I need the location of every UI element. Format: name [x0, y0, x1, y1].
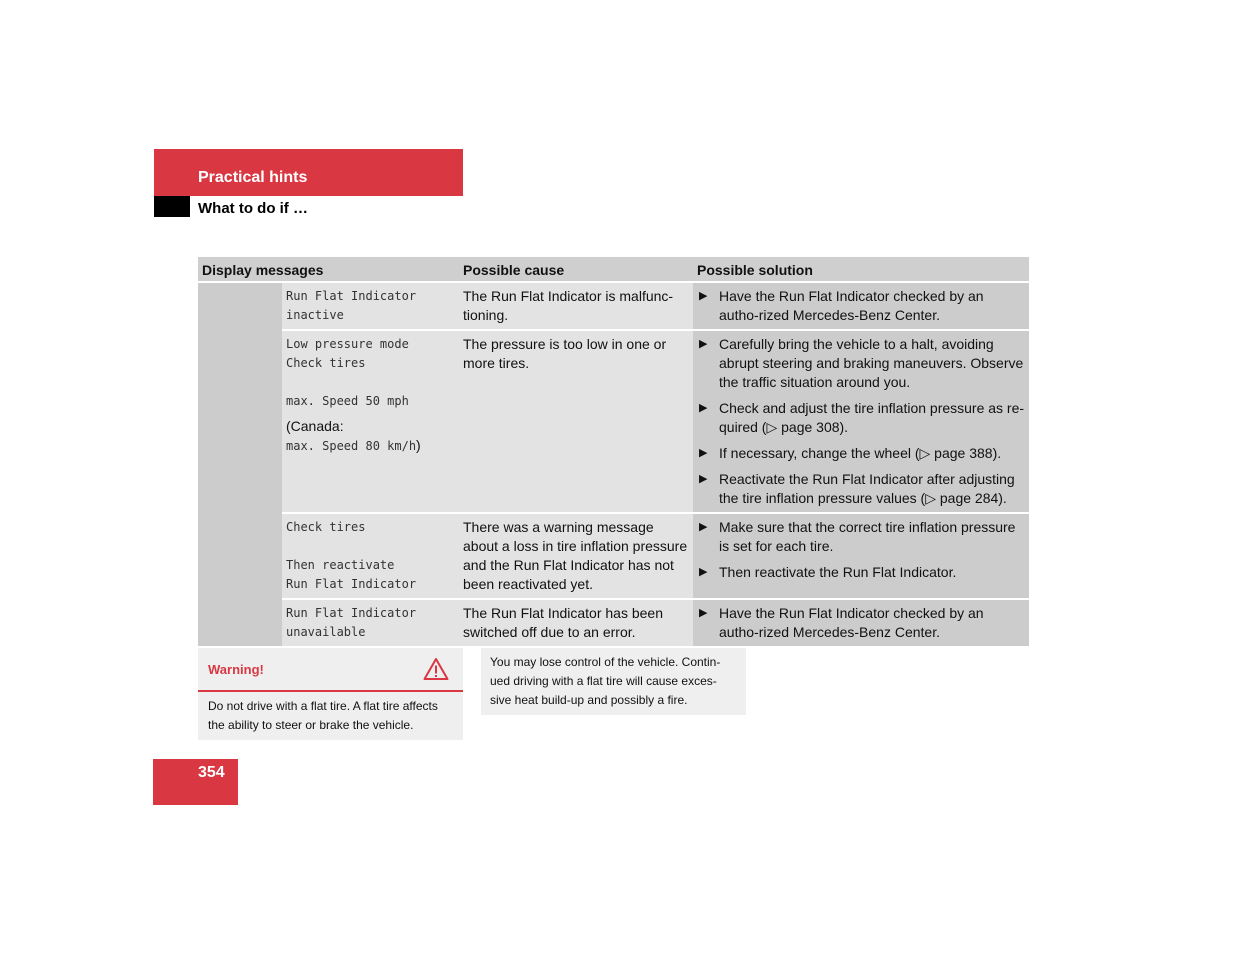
solution-text: Have the Run Flat Indicator checked by an autho-rized Mercedes-Benz Center. [719, 605, 984, 640]
solution-cell [693, 513, 1029, 599]
bullet-arrow-icon: ▶ [699, 338, 708, 350]
solution-text: Have the Run Flat Indicator checked by an autho-rized Mercedes-Benz Center. [719, 288, 984, 323]
solution-cell [693, 282, 1029, 330]
cause-cell: There was a warning message about a loss in tire inflation pressure and the Run Flat Indicator has not been reactivated yet. [459, 513, 693, 599]
solution-item [697, 604, 1025, 642]
canada-note-close: ) [416, 437, 421, 453]
bullet-arrow-icon: ▶ [699, 402, 708, 414]
canada-note-label: (Canada: [286, 418, 344, 434]
warning-text: Do not drive with a flat tire. A flat tire affects the ability to steer or brake the vehicle. [208, 699, 438, 732]
display-message-cell [282, 282, 459, 330]
warning-header [198, 648, 463, 692]
cause-cell: The pressure is too low in one or more tires. [459, 330, 693, 513]
bullet-arrow-icon: ▶ [699, 521, 708, 533]
table-row [198, 599, 1029, 646]
subsection-marker [154, 196, 190, 217]
table-row [198, 330, 1029, 513]
display-messages-table [198, 257, 1029, 646]
solution-item [697, 444, 1025, 463]
warning-label: Warning! [208, 662, 264, 677]
display-message-line: unavailable [286, 625, 366, 639]
display-message-cell [282, 599, 459, 646]
section-title: Practical hints [198, 169, 308, 186]
cause-cell: The Run Flat Indicator has been switched off due to an error. [459, 599, 693, 646]
warning-continuation-box [481, 648, 746, 715]
bullet-arrow-icon: ▶ [699, 566, 708, 578]
solution-item [697, 399, 1025, 437]
display-message-line: inactive [286, 308, 344, 322]
solution-text: If necessary, change the wheel (▷ page 388). [719, 445, 1002, 461]
display-message-cell [282, 330, 459, 513]
solution-item [697, 287, 1025, 325]
display-message-line: Then reactivate [286, 558, 395, 572]
subsection-title: What to do if … [198, 200, 308, 217]
cause-cell: The Run Flat Indicator is malfunc-tioning. [459, 282, 693, 330]
bullet-arrow-icon: ▶ [699, 607, 708, 619]
table-row [198, 282, 1029, 330]
column-header-possible-solution: Possible solution [693, 257, 1029, 282]
bullet-arrow-icon: ▶ [699, 290, 708, 302]
solution-cell [693, 599, 1029, 646]
display-message-cell [282, 513, 459, 599]
column-header-display-messages: Display messages [198, 257, 459, 282]
blank-column [198, 282, 282, 646]
display-message-line: Run Flat Indicator [286, 577, 417, 591]
bullet-arrow-icon: ▶ [699, 473, 708, 485]
solution-item [697, 563, 1025, 582]
display-message-line: Check tires [286, 356, 366, 370]
solution-text: Reactivate the Run Flat Indicator after adjusting the tire inflation pressure values (▷ page 284). [719, 471, 1015, 506]
solution-text: Make sure that the correct tire inflation pressure is set for each tire. [719, 519, 1016, 554]
solution-text: Check and adjust the tire inflation pressure as re-quired (▷ page 308). [719, 400, 1025, 435]
canada-note-line [286, 439, 421, 453]
solution-text: Carefully bring the vehicle to a halt, avoiding abrupt steering and braking maneuvers. Observe the traffic situation around you. [719, 336, 1024, 390]
solution-item [697, 470, 1025, 508]
warning-box [198, 648, 463, 740]
display-message-line: Low pressure mode [286, 337, 409, 351]
display-message-line: Check tires [286, 520, 366, 534]
canada-speed-message: max. Speed 80 km/h [286, 439, 417, 453]
column-header-possible-cause: Possible cause [459, 257, 693, 282]
page-number-box [153, 759, 238, 805]
display-message-line: max. Speed 50 mph [286, 394, 409, 408]
solution-text: Then reactivate the Run Flat Indicator. [719, 564, 957, 580]
page-number: 354 [198, 764, 225, 781]
line-spacer [286, 373, 455, 392]
bullet-arrow-icon: ▶ [699, 447, 708, 459]
solution-item [697, 518, 1025, 556]
table-row [198, 513, 1029, 599]
display-message-line: Run Flat Indicator [286, 289, 417, 303]
display-message-line: Run Flat Indicator [286, 606, 417, 620]
line-spacer [286, 537, 455, 556]
table-header-row [198, 257, 1029, 282]
warning-continuation-text: You may lose control of the vehicle. Contin-ued driving with a flat tire will cause exces-sive heat build-up and possibly a fire. [490, 655, 721, 707]
warning-triangle-icon [423, 657, 449, 681]
solution-item [697, 335, 1025, 392]
solution-cell [693, 330, 1029, 513]
